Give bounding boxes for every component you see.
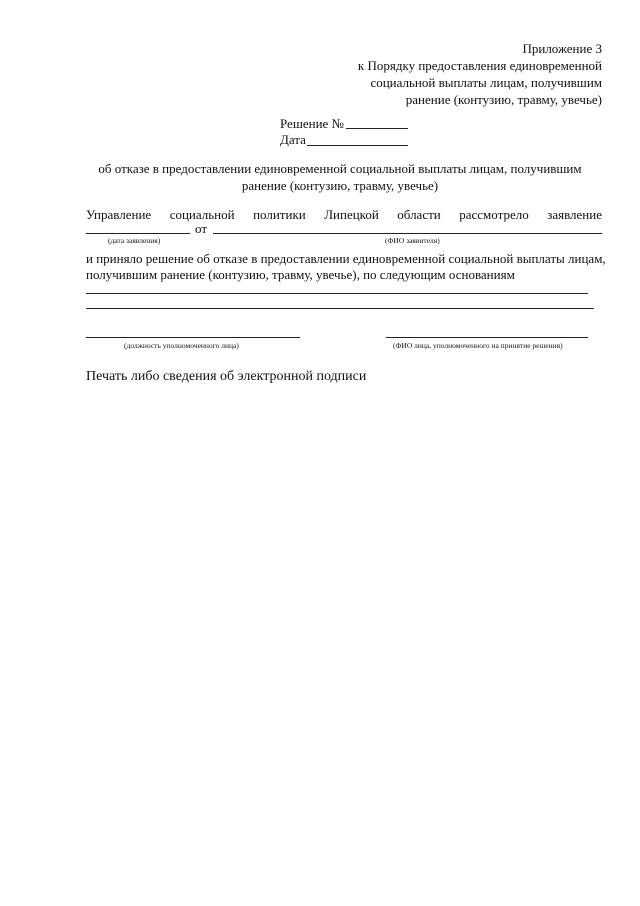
body-word: области xyxy=(397,207,441,222)
title-line: об отказе в предоставлении единовременной социальной выплаты лицам, получившим xyxy=(98,161,582,176)
official-name-field[interactable] xyxy=(386,337,588,338)
application-date-field[interactable] xyxy=(86,233,190,234)
reasons-line-2[interactable] xyxy=(86,308,594,309)
body-line: и приняло решение об отказе в предоставлении единовременной социальной выплаты лицам, xyxy=(86,251,606,266)
body-word: Липецкой xyxy=(324,207,379,222)
position-field[interactable] xyxy=(86,337,300,338)
appendix-line: к Порядку предоставления единовременной xyxy=(357,58,602,73)
document-title xyxy=(60,160,620,194)
reasons-line-1[interactable] xyxy=(86,293,588,294)
body-line: получившим ранение (контузию, травму, увечье), по следующим основаниям xyxy=(86,267,515,282)
caption-official-name: (ФИО лица, уполномоченного на принятие решения) xyxy=(393,341,563,350)
appendix-title: Приложение 3 xyxy=(522,41,602,56)
applicant-name-field[interactable] xyxy=(213,233,602,234)
title-line: ранение (контузию, травму, увечье) xyxy=(241,178,439,193)
caption-application-date: (дата заявления) xyxy=(108,236,161,245)
appendix-line: социальной выплаты лицам, получившим xyxy=(370,75,602,90)
body-word: заявление xyxy=(547,207,602,222)
appendix-line: ранение (контузию, травму, увечье) xyxy=(405,92,602,107)
body-word: политики xyxy=(253,207,306,222)
appendix-block xyxy=(302,40,602,108)
decision-number-field[interactable] xyxy=(346,128,408,129)
stamp-text: Печать либо сведения об электронной подписи xyxy=(86,369,367,384)
decision-date-label: Дата xyxy=(280,132,306,147)
decision-number-label: Решение № xyxy=(280,116,344,131)
body-word: рассмотрело xyxy=(459,207,529,222)
body-first-line xyxy=(86,206,602,223)
body-word: Управление xyxy=(86,207,152,222)
body-word: социальной xyxy=(169,207,235,222)
decision-date-field[interactable] xyxy=(307,145,408,146)
caption-applicant-name: (ФИО заявителя) xyxy=(385,236,440,245)
caption-position: (должность уполномоченного лица) xyxy=(124,341,239,350)
from-label: от xyxy=(195,221,208,236)
